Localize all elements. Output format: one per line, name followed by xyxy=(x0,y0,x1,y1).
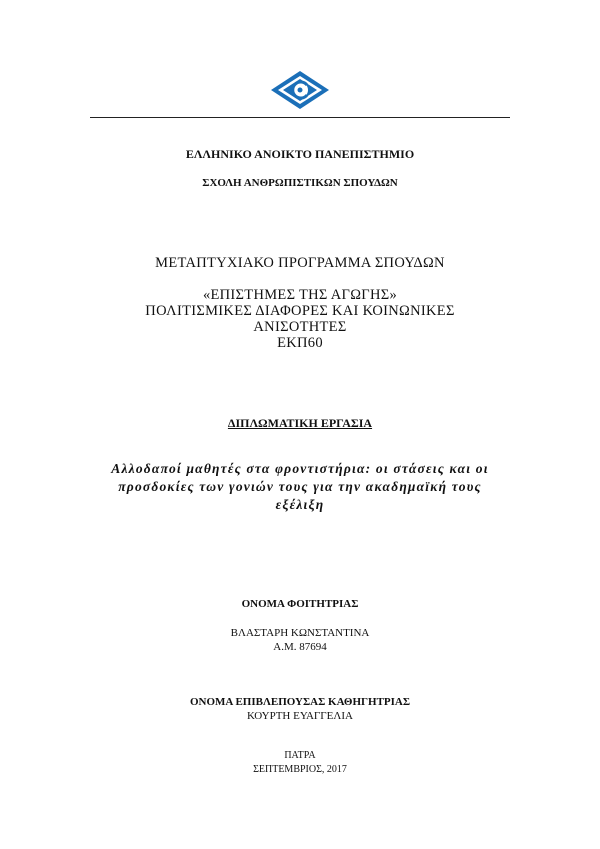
date: ΣΕΠΤΕΜΒΡΙΟΣ, 2017 xyxy=(253,764,347,775)
supervisor-heading: ΟΝΟΜΑ ΕΠΙΒΛΕΠΟΥΣΑΣ ΚΑΘΗΓΗΤΡΙΑΣ xyxy=(189,696,411,708)
university-logo-icon xyxy=(270,70,330,110)
program-line-2: ΠΟΛΙΤΙΣΜΙΚΕΣ ΔΙΑΦΟΡΕΣ ΚΑΙ ΚΟΙΝΩΝΙΚΕΣ xyxy=(145,303,455,319)
program-name: ΜΕΤΑΠΤΥΧΙΑΚΟ ΠΡΟΓΡΑΜΜΑ ΣΠΟΥΔΩΝ xyxy=(155,255,445,271)
supervisor-name: ΚΟΥΡΤΗ ΕΥΑΓΓΕΛΙΑ xyxy=(247,710,353,722)
thesis-type: ΔΙΠΛΩΜΑΤΙΚΗ ΕΡΓΑΣΙΑ xyxy=(227,416,373,430)
program-line-3: ΑΝΙΣΟΤΗΤΕΣ xyxy=(253,319,347,335)
header-divider xyxy=(90,117,510,118)
student-name: ΒΛΑΣΤΑΡΗ ΚΩΝΣΤΑΝΤΙΝΑ xyxy=(230,627,370,639)
school-name: ΣΧΟΛΗ ΑΝΘΡΩΠΙΣΤΙΚΩΝ ΣΠΟΥΔΩΝ xyxy=(202,177,398,189)
student-heading: ΟΝΟΜΑ ΦΟΙΤΗΤΡΙΑΣ xyxy=(241,598,359,610)
thesis-title-line-2: προσδοκίες των γονιών τους για την ακαδημαϊκή τους xyxy=(118,479,482,494)
thesis-title-line-3: εξέλιξη xyxy=(275,497,325,512)
program-code: ΕΚΠ60 xyxy=(277,335,323,351)
program-line-1: «ΕΠΙΣΤΗΜΕΣ ΤΗΣ ΑΓΩΓΗΣ» xyxy=(202,287,398,303)
place: ΠΑΤΡΑ xyxy=(284,750,316,761)
thesis-title-line-1: Αλλοδαποί μαθητές στα φροντιστήρια: οι στάσεις και οι xyxy=(111,461,489,476)
student-id: Α.Μ. 87694 xyxy=(273,641,327,653)
university-name: ΕΛΛΗΝΙΚΟ ΑΝΟΙΚΤΟ ΠΑΝΕΠΙΣΤΗΜΙΟ xyxy=(185,147,415,161)
